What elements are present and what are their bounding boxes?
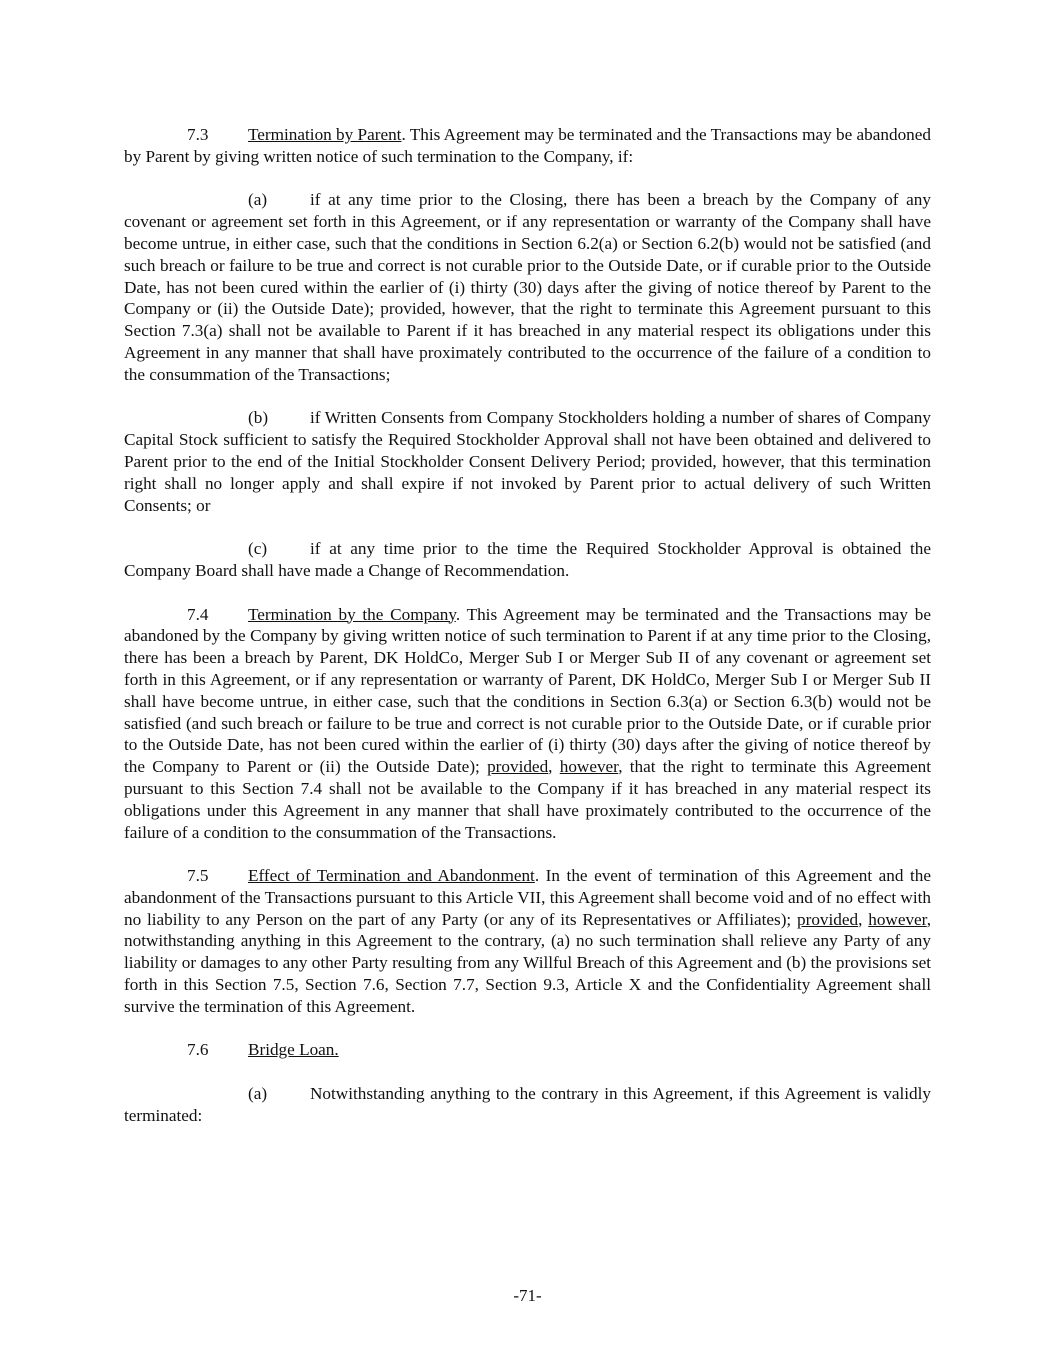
section-text: . This Agreement may be terminated and the Transactions may be abandoned by the Company by giving written notice of such termination to Parent if at any time prior to the Closing, there has been a breach by Parent, DK HoldCo, Merger Sub I or Merger Sub II of any covenant or agreement set forth in this Agreement, or if any representation or warranty of Parent, DK HoldCo, Merger Sub I or Merger Sub II shall have become untrue, in either case, such that the conditions in Section 6.3(a) or Section 6.3(b) would not be satisfied (and such breach or failure to be true and correct is not curable prior to the Outside Date, or if curable prior to the Outside Date, has not been cured within the earlier of (i) thirty (30) days after the giving of notice thereof by the Company to Parent or (ii) the Outside Date); bbox=[124, 604, 931, 777]
document-page bbox=[124, 124, 931, 1148]
clause-label: (b) bbox=[248, 408, 269, 428]
however-term: however bbox=[868, 909, 927, 929]
section-heading: Termination by Parent bbox=[248, 125, 402, 144]
provided-term: provided bbox=[487, 757, 549, 777]
section-text: , notwithstanding anything in this Agreement to the contrary, (a) no such termination shall relieve any Party of any liability or damages to any other Party resulting from any Willful Breach of this Agreement and (b) the provisions set forth in this Section 7.5, Section 7.6, Section 7.7, Section 9.3, Article X and the Confidentiality Agreement shall survive the termination of this Agreement. bbox=[124, 909, 932, 1016]
section-7-6-a bbox=[124, 1083, 931, 1127]
page-number: -71- bbox=[513, 1286, 542, 1305]
section-heading: Bridge Loan. bbox=[248, 1040, 339, 1060]
section-text: . This Agreement may be terminated and the Transactions may be abandoned by Parent by giving written notice of such termination to the Company, if: bbox=[124, 125, 931, 166]
section-7-3-c bbox=[124, 538, 931, 582]
however-term: however bbox=[559, 757, 619, 777]
section-text: , that the right to terminate this Agreement pursuant to this Section 7.4 shall not be available to the Company if it has breached in any material respect its obligations under this Agreement in any manner that shall have proximately contributed to the occurrence of the failure of a condition to the consummation of the Transactions. bbox=[124, 757, 931, 842]
section-number: 7.3 bbox=[187, 125, 209, 144]
clause-label: (a) bbox=[248, 190, 268, 210]
section-number: 7.6 bbox=[187, 1040, 209, 1060]
clause-label: (c) bbox=[248, 539, 268, 559]
clause-text: if at any time prior to the Closing, there has been a breach by the Company of any covenant or agreement set forth in this Agreement, or if any representation or warranty of the Company shall have become untrue, in either case, such that the conditions in Section 6.2(a) or Section 6.2(b) would not be satisfied (and such breach or failure to be true and correct is not curable prior to the Outside Date, or if curable prior to the Outside Date, has not been cured within the earlier of (i) thirty (30) days after the giving of notice thereof by Parent to the Company or (ii) the Outside Date); provided, however, that the right to terminate this Agreement pursuant to this Section 7.3(a) shall not be available to Parent if it has breached in any material respect its obligations under this Agreement in any manner that shall have proximately contributed to the occurrence of the failure of a condition to the consummation of the Transactions; bbox=[124, 190, 931, 384]
section-number: 7.4 bbox=[187, 604, 209, 624]
section-7-6 bbox=[124, 1039, 931, 1061]
section-number: 7.5 bbox=[187, 866, 209, 886]
section-7-3 bbox=[124, 124, 931, 168]
section-heading: Termination by the Company bbox=[248, 604, 456, 624]
section-heading: Effect of Termination and Abandonment bbox=[248, 866, 535, 886]
clause-text: if at any time prior to the time the Required Stockholder Approval is obtained the Company Board shall have made a Change of Recommendation. bbox=[124, 539, 931, 580]
comma: , bbox=[548, 757, 560, 777]
provided-term: provided bbox=[797, 909, 859, 929]
comma: , bbox=[858, 909, 869, 929]
clause-text: Notwithstanding anything to the contrary in this Agreement, if this Agreement is validly terminated: bbox=[124, 1084, 931, 1125]
section-7-5 bbox=[124, 865, 931, 1018]
section-7-3-b bbox=[124, 407, 931, 516]
clause-label: (a) bbox=[248, 1084, 268, 1104]
clause-text: if Written Consents from Company Stockholders holding a number of shares of Company Capital Stock sufficient to satisfy the Required Stockholder Approval shall not have been obtained and delivered to Parent prior to the end of the Initial Stockholder Consent Delivery Period; provided, however, that this termination right shall no longer apply and shall expire if not invoked by Parent prior to actual delivery of such Written Consents; or bbox=[124, 408, 931, 515]
section-text: . In the event of termination of this Agreement and the abandonment of the Transactions pursuant to this Article VII, this Agreement shall become void and of no effect with no liability to any Person on the part of any Party (or any of its Representatives or Affiliates); bbox=[124, 866, 931, 929]
section-7-3-a bbox=[124, 189, 931, 385]
section-7-4 bbox=[124, 604, 931, 844]
